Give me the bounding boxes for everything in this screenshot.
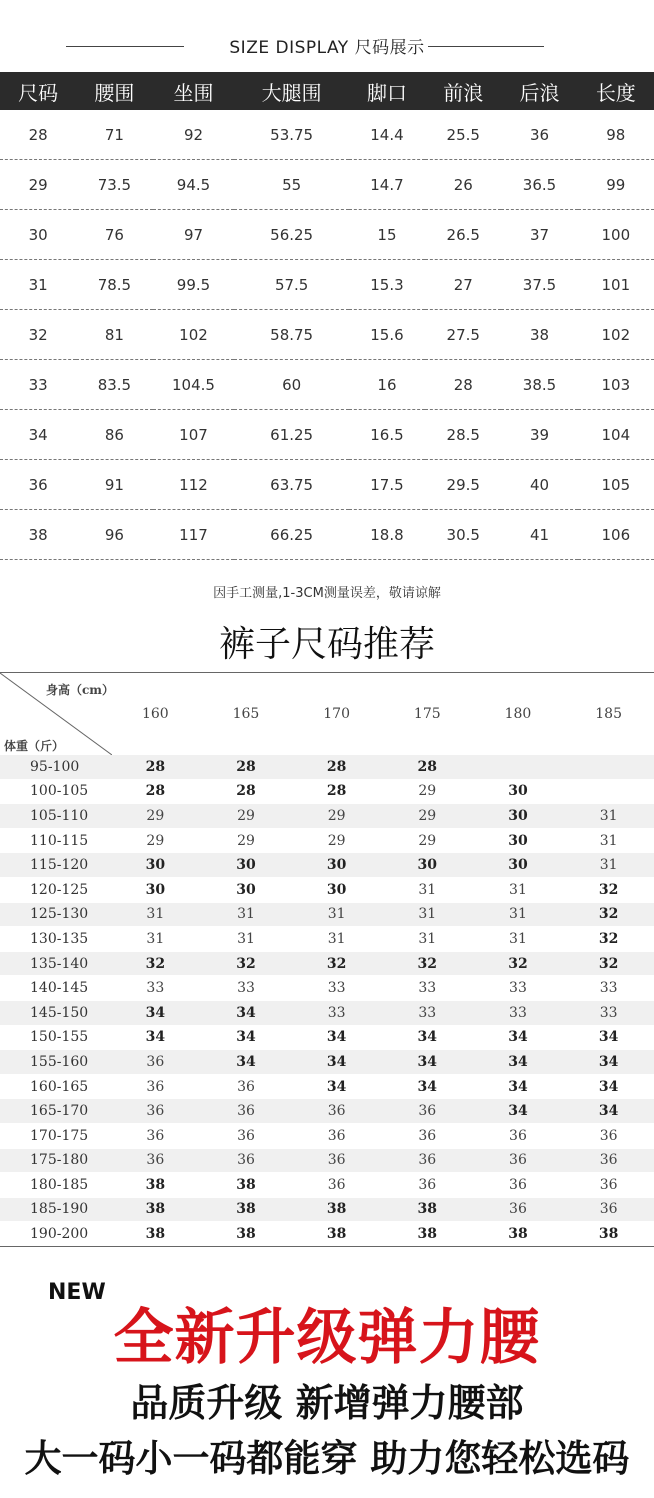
column-header: 脚口 <box>349 72 425 110</box>
recommend-size-cell: 31 <box>382 902 473 927</box>
table-cell: 37 <box>501 210 577 260</box>
recommend-size-cell: 34 <box>201 1000 292 1025</box>
table-cell: 28 <box>0 110 76 160</box>
table-cell: 57.5 <box>234 260 348 310</box>
recommend-row <box>0 927 654 952</box>
weight-range-cell: 105-110 <box>0 804 110 829</box>
recommend-size-cell: 36 <box>291 1099 382 1124</box>
column-header: 后浪 <box>501 72 577 110</box>
recommend-size-cell: 38 <box>201 1173 292 1198</box>
recommend-size-cell: 36 <box>382 1099 473 1124</box>
table-row <box>0 360 654 410</box>
recommend-size-cell: 30 <box>201 877 292 902</box>
weight-range-cell: 115-120 <box>0 853 110 878</box>
table-cell: 102 <box>578 310 654 360</box>
column-header: 尺码 <box>0 72 76 110</box>
table-cell: 117 <box>153 510 235 560</box>
table-row <box>0 510 654 560</box>
table-cell: 97 <box>153 210 235 260</box>
recommend-size-cell: 33 <box>201 976 292 1001</box>
weight-range-cell: 155-160 <box>0 1050 110 1075</box>
recommend-size-cell: 28 <box>291 779 382 804</box>
table-cell: 38.5 <box>501 360 577 410</box>
recommend-size-cell: 31 <box>291 927 382 952</box>
table-cell: 27.5 <box>425 310 501 360</box>
weight-range-cell: 100-105 <box>0 779 110 804</box>
recommend-size-cell: 38 <box>201 1222 292 1247</box>
recommend-size-cell: 33 <box>563 1000 654 1025</box>
column-header: 长度 <box>578 72 654 110</box>
recommend-row <box>0 1173 654 1198</box>
table-cell: 102 <box>153 310 235 360</box>
recommend-size-cell: 31 <box>291 902 382 927</box>
table-cell: 36 <box>0 460 76 510</box>
table-cell: 100 <box>578 210 654 260</box>
table-cell: 29.5 <box>425 460 501 510</box>
table-row <box>0 160 654 210</box>
table-cell: 53.75 <box>234 110 348 160</box>
weight-range-cell: 165-170 <box>0 1099 110 1124</box>
table-cell: 58.75 <box>234 310 348 360</box>
recommend-size-cell: 32 <box>110 951 201 976</box>
recommend-row <box>0 804 654 829</box>
table-cell: 40 <box>501 460 577 510</box>
recommend-size-cell: 31 <box>201 902 292 927</box>
table-cell: 18.8 <box>349 510 425 560</box>
recommend-size-cell: 33 <box>291 976 382 1001</box>
table-cell: 107 <box>153 410 235 460</box>
corner-header-cell <box>0 673 115 756</box>
height-column-header: 180 <box>473 673 564 756</box>
recommend-size-cell: 31 <box>201 927 292 952</box>
recommend-size-cell: 32 <box>563 951 654 976</box>
recommend-size-cell: 30 <box>110 853 201 878</box>
table-row <box>0 310 654 360</box>
height-column-header: 175 <box>382 673 473 756</box>
recommend-size-cell: 33 <box>473 976 564 1001</box>
table-cell: 41 <box>501 510 577 560</box>
recommend-size-cell: 34 <box>382 1074 473 1099</box>
height-column-header: 160 <box>110 673 201 756</box>
height-column-header: 165 <box>201 673 292 756</box>
table-cell: 37.5 <box>501 260 577 310</box>
new-badge: NEW <box>48 1280 106 1305</box>
recommend-size-cell: 34 <box>563 1099 654 1124</box>
recommend-size-cell: 36 <box>291 1123 382 1148</box>
recommend-size-cell: 34 <box>110 1000 201 1025</box>
recommend-size-cell: 31 <box>563 828 654 853</box>
recommend-size-cell: 31 <box>382 927 473 952</box>
recommend-size-cell: 33 <box>382 1000 473 1025</box>
promo-tagline: 大一码小一码都能穿 助力您轻松选码 <box>24 1437 630 1480</box>
recommend-size-cell: 38 <box>291 1222 382 1247</box>
table-row <box>0 410 654 460</box>
table-cell: 60 <box>234 360 348 410</box>
table-cell: 34 <box>0 410 76 460</box>
recommend-size-cell: 36 <box>382 1173 473 1198</box>
recommend-size-cell: 34 <box>563 1074 654 1099</box>
table-cell: 14.7 <box>349 160 425 210</box>
size-table <box>0 72 654 560</box>
table-cell: 25.5 <box>425 110 501 160</box>
recommend-size-cell <box>563 779 654 804</box>
table-cell: 14.4 <box>349 110 425 160</box>
height-axis-label: 身高（cm） <box>46 683 115 697</box>
table-cell: 30 <box>0 210 76 260</box>
recommend-size-cell: 28 <box>110 755 201 779</box>
recommend-title: 裤子尺码推荐 <box>218 624 435 665</box>
promo-headline: 全新升级弹力腰 <box>113 1303 541 1373</box>
recommend-row <box>0 1025 654 1050</box>
table-cell: 99 <box>578 160 654 210</box>
table-cell: 92 <box>153 110 235 160</box>
recommend-size-cell: 38 <box>110 1173 201 1198</box>
recommend-row <box>0 1050 654 1075</box>
table-cell: 94.5 <box>153 160 235 210</box>
table-cell: 39 <box>501 410 577 460</box>
recommend-size-cell: 32 <box>473 951 564 976</box>
recommend-size-cell: 38 <box>291 1197 382 1222</box>
table-cell: 76 <box>76 210 152 260</box>
recommend-size-cell: 36 <box>563 1173 654 1198</box>
recommend-size-cell: 29 <box>291 804 382 829</box>
recommend-size-cell: 36 <box>110 1074 201 1099</box>
recommend-size-cell: 36 <box>110 1099 201 1124</box>
weight-range-cell: 140-145 <box>0 976 110 1001</box>
recommend-size-cell: 36 <box>382 1148 473 1173</box>
table-cell: 104.5 <box>153 360 235 410</box>
recommend-size-cell: 29 <box>382 804 473 829</box>
recommend-row <box>0 1197 654 1222</box>
recommend-size-cell: 31 <box>382 877 473 902</box>
weight-range-cell: 120-125 <box>0 877 110 902</box>
weight-range-cell: 145-150 <box>0 1000 110 1025</box>
table-cell: 36 <box>501 110 577 160</box>
recommend-size-cell: 34 <box>201 1025 292 1050</box>
recommend-table <box>0 672 654 1247</box>
weight-range-cell: 130-135 <box>0 927 110 952</box>
table-cell: 26.5 <box>425 210 501 260</box>
recommend-size-cell: 33 <box>473 1000 564 1025</box>
promo-banner <box>0 1262 654 1498</box>
table-cell: 27 <box>425 260 501 310</box>
table-cell: 103 <box>578 360 654 410</box>
table-row <box>0 210 654 260</box>
recommend-row <box>0 1123 654 1148</box>
weight-range-cell: 180-185 <box>0 1173 110 1198</box>
recommend-size-cell: 28 <box>291 755 382 779</box>
column-header: 腰围 <box>76 72 152 110</box>
recommend-size-cell: 29 <box>201 828 292 853</box>
recommend-size-cell: 36 <box>473 1173 564 1198</box>
recommend-size-cell: 31 <box>110 927 201 952</box>
recommend-size-cell: 36 <box>201 1148 292 1173</box>
recommend-size-cell: 38 <box>110 1197 201 1222</box>
header-right-rule <box>428 46 544 47</box>
recommend-size-cell: 30 <box>473 804 564 829</box>
recommend-size-cell: 31 <box>563 853 654 878</box>
table-cell: 78.5 <box>76 260 152 310</box>
recommend-size-cell: 29 <box>110 804 201 829</box>
recommend-size-cell: 36 <box>473 1148 564 1173</box>
recommend-row <box>0 902 654 927</box>
recommend-size-cell: 34 <box>473 1050 564 1075</box>
recommend-size-cell: 31 <box>563 804 654 829</box>
table-cell: 28.5 <box>425 410 501 460</box>
recommend-size-cell: 34 <box>473 1025 564 1050</box>
recommend-size-cell: 38 <box>563 1222 654 1247</box>
section-title: SIZE DISPLAY 尺码展示 <box>229 38 425 58</box>
table-cell: 63.75 <box>234 460 348 510</box>
table-row <box>0 460 654 510</box>
table-cell: 33 <box>0 360 76 410</box>
recommend-size-cell: 34 <box>291 1074 382 1099</box>
measurement-note: 因手工测量,1-3CM测量误差，敬请谅解 <box>213 586 441 601</box>
recommend-size-cell: 30 <box>201 853 292 878</box>
table-cell: 56.25 <box>234 210 348 260</box>
table-cell: 98 <box>578 110 654 160</box>
size-display-header <box>0 0 654 72</box>
recommend-size-cell: 38 <box>473 1222 564 1247</box>
table-cell: 38 <box>501 310 577 360</box>
table-cell: 31 <box>0 260 76 310</box>
recommend-size-cell: 32 <box>201 951 292 976</box>
recommend-size-cell: 34 <box>382 1050 473 1075</box>
recommend-size-cell: 36 <box>473 1197 564 1222</box>
recommend-size-cell: 29 <box>110 828 201 853</box>
recommend-size-cell: 32 <box>291 951 382 976</box>
recommend-size-cell: 36 <box>291 1173 382 1198</box>
recommend-row <box>0 853 654 878</box>
recommend-size-cell: 28 <box>201 755 292 779</box>
size-table-header-row <box>0 72 654 110</box>
recommend-size-cell: 32 <box>563 877 654 902</box>
recommend-size-cell: 34 <box>110 1025 201 1050</box>
recommend-size-cell: 32 <box>563 927 654 952</box>
recommend-row <box>0 1000 654 1025</box>
recommend-size-cell: 34 <box>473 1074 564 1099</box>
table-cell: 105 <box>578 460 654 510</box>
column-header: 大腿围 <box>234 72 348 110</box>
recommend-size-cell: 30 <box>291 853 382 878</box>
recommend-size-cell: 30 <box>473 828 564 853</box>
weight-range-cell: 170-175 <box>0 1123 110 1148</box>
recommend-size-cell: 38 <box>110 1222 201 1247</box>
recommend-size-cell: 33 <box>563 976 654 1001</box>
table-cell: 81 <box>76 310 152 360</box>
recommend-size-cell: 36 <box>563 1197 654 1222</box>
table-cell: 73.5 <box>76 160 152 210</box>
recommend-row <box>0 1099 654 1124</box>
recommend-row <box>0 779 654 804</box>
recommend-size-cell: 36 <box>563 1123 654 1148</box>
table-cell: 15 <box>349 210 425 260</box>
recommend-size-cell: 33 <box>382 976 473 1001</box>
recommend-row <box>0 755 654 779</box>
recommend-row <box>0 1074 654 1099</box>
recommend-size-cell: 38 <box>382 1197 473 1222</box>
weight-range-cell: 185-190 <box>0 1197 110 1222</box>
recommend-size-cell: 34 <box>563 1025 654 1050</box>
recommend-size-cell: 29 <box>291 828 382 853</box>
table-cell: 38 <box>0 510 76 560</box>
table-cell: 66.25 <box>234 510 348 560</box>
table-cell: 106 <box>578 510 654 560</box>
table-cell: 112 <box>153 460 235 510</box>
weight-range-cell: 125-130 <box>0 902 110 927</box>
recommend-size-cell: 31 <box>473 927 564 952</box>
recommend-size-cell: 32 <box>563 902 654 927</box>
weight-range-cell: 175-180 <box>0 1148 110 1173</box>
recommend-size-cell: 36 <box>201 1099 292 1124</box>
weight-axis-label: 体重（斤） <box>4 739 65 753</box>
recommend-size-cell: 31 <box>473 902 564 927</box>
table-cell: 91 <box>76 460 152 510</box>
recommend-size-cell: 34 <box>201 1050 292 1075</box>
table-cell: 61.25 <box>234 410 348 460</box>
table-cell: 36.5 <box>501 160 577 210</box>
recommend-size-cell: 30 <box>110 877 201 902</box>
recommend-size-cell: 36 <box>291 1148 382 1173</box>
recommend-size-cell: 30 <box>473 853 564 878</box>
recommend-size-cell: 31 <box>110 902 201 927</box>
table-cell: 99.5 <box>153 260 235 310</box>
recommend-size-cell: 36 <box>473 1123 564 1148</box>
height-column-header: 170 <box>291 673 382 756</box>
table-cell: 26 <box>425 160 501 210</box>
recommend-size-cell: 30 <box>291 877 382 902</box>
recommend-size-cell: 31 <box>473 877 564 902</box>
recommend-size-cell: 36 <box>563 1148 654 1173</box>
recommend-size-cell: 30 <box>382 853 473 878</box>
table-row <box>0 110 654 160</box>
recommend-size-cell: 34 <box>291 1050 382 1075</box>
recommend-row <box>0 976 654 1001</box>
recommend-size-cell: 29 <box>201 804 292 829</box>
recommend-size-cell: 38 <box>382 1222 473 1247</box>
promo-subline: 品质升级 新增弹力腰部 <box>130 1381 524 1425</box>
recommend-row <box>0 1148 654 1173</box>
recommend-row <box>0 1222 654 1247</box>
recommend-size-cell: 36 <box>110 1148 201 1173</box>
recommend-size-cell: 36 <box>110 1123 201 1148</box>
recommend-size-cell: 30 <box>473 779 564 804</box>
recommend-size-cell: 36 <box>382 1123 473 1148</box>
recommend-size-cell <box>563 755 654 779</box>
table-cell: 28 <box>425 360 501 410</box>
recommend-size-cell: 36 <box>201 1123 292 1148</box>
table-cell: 15.3 <box>349 260 425 310</box>
weight-range-cell: 110-115 <box>0 828 110 853</box>
recommend-size-cell: 28 <box>382 755 473 779</box>
table-row <box>0 260 654 310</box>
recommend-size-cell: 36 <box>201 1074 292 1099</box>
recommend-size-cell: 34 <box>291 1025 382 1050</box>
table-cell: 29 <box>0 160 76 210</box>
table-cell: 71 <box>76 110 152 160</box>
recommend-size-cell: 34 <box>473 1099 564 1124</box>
recommend-size-cell: 29 <box>382 779 473 804</box>
table-cell: 83.5 <box>76 360 152 410</box>
recommend-size-cell: 29 <box>382 828 473 853</box>
recommend-row <box>0 951 654 976</box>
recommend-size-cell: 33 <box>110 976 201 1001</box>
recommend-size-cell: 28 <box>201 779 292 804</box>
height-column-header: 185 <box>563 673 654 756</box>
table-cell: 17.5 <box>349 460 425 510</box>
table-cell: 101 <box>578 260 654 310</box>
recommend-size-cell: 33 <box>291 1000 382 1025</box>
recommend-size-cell: 38 <box>201 1197 292 1222</box>
recommend-row <box>0 828 654 853</box>
table-cell: 96 <box>76 510 152 560</box>
weight-range-cell: 150-155 <box>0 1025 110 1050</box>
weight-range-cell: 160-165 <box>0 1074 110 1099</box>
table-cell: 16.5 <box>349 410 425 460</box>
table-cell: 15.6 <box>349 310 425 360</box>
recommend-size-cell: 34 <box>563 1050 654 1075</box>
table-cell: 55 <box>234 160 348 210</box>
recommend-size-cell: 34 <box>382 1025 473 1050</box>
weight-range-cell: 95-100 <box>0 755 110 779</box>
table-cell: 104 <box>578 410 654 460</box>
column-header: 坐围 <box>153 72 235 110</box>
table-cell: 16 <box>349 360 425 410</box>
column-header: 前浪 <box>425 72 501 110</box>
weight-range-cell: 190-200 <box>0 1222 110 1247</box>
weight-range-cell: 135-140 <box>0 951 110 976</box>
recommend-size-cell <box>473 755 564 779</box>
recommend-size-cell: 28 <box>110 779 201 804</box>
recommend-size-cell: 36 <box>110 1050 201 1075</box>
table-cell: 86 <box>76 410 152 460</box>
recommend-row <box>0 877 654 902</box>
table-cell: 30.5 <box>425 510 501 560</box>
table-cell: 32 <box>0 310 76 360</box>
recommend-size-cell: 32 <box>382 951 473 976</box>
